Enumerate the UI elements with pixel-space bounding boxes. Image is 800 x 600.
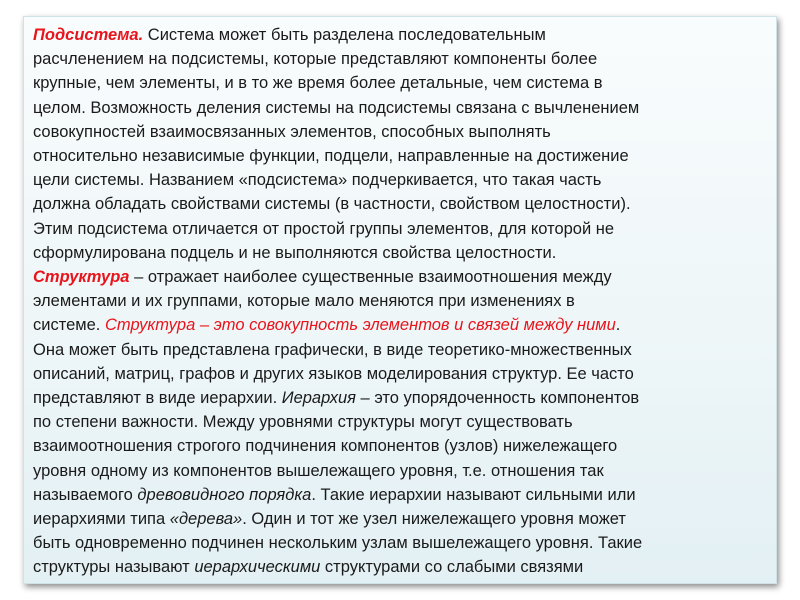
text-line [33,483,768,507]
term-hierarchy: Иерархия [281,389,356,408]
text-line: совокупностей взаимосвязанных элементов, способных выполнять [33,122,551,141]
paragraph-structure [33,265,768,580]
text-span: структурами со слабыми связями [320,558,584,577]
term-subsystem: Подсистема. [33,26,144,44]
text-line: взаимоотношения строгого подчинения компонентов (узлов) нижележащего [33,437,618,456]
text-line: Этим подсистема отличается от простой группы элементов, для которой не [33,219,615,238]
text-box [23,16,777,584]
text-line: относительно независимые функции, подцели, направленные на достижение [33,147,629,166]
definition-term-structure: Структура [104,316,196,335]
text-span: Система может быть разделена последовательным [143,26,546,44]
text-line: быть одновременно подчинен нескольким узлам вышележащего уровня. Такие [33,534,643,553]
text-span: . Один и тот же узел нижележащего уровня может [242,510,626,529]
text-line: элементами и их группами, которые мало меняются при изменениях в [33,292,575,311]
text-line: сформулирована подцель и не выполняются свойства целостности. [33,243,557,262]
text-line [33,555,768,579]
text-line: по степени важности. Между уровнями структуры могут существовать [33,413,573,432]
text-span: – отражает наиболее существенные взаимоотношения между [129,268,612,287]
text-span: системе. [33,316,105,335]
text-line: цели системы. Названием «подсистема» подчеркивается, что такая часть [33,171,602,190]
text-line [33,386,768,410]
term-structure: Структура [33,268,130,287]
text-line: описаний, матриц, графов и других языков моделирования структур. Ее часто [33,364,634,383]
text-line [33,23,768,47]
paragraph-subsystem [33,23,768,265]
text-line: Она может быть представлена графически, в виде теоретико-множественных [33,340,632,359]
text-line [33,313,768,337]
text-line: целом. Возможность деления системы на подсистемы связана с вычленением [33,98,640,117]
text-span: представляют в виде иерархии. [33,389,282,408]
text-span: иерархиями типа [33,510,170,529]
text-span: . [615,316,621,335]
text-line: расчленением на подсистемы, которые представляют компоненты более [33,50,598,69]
text-line [33,265,768,289]
definition-text: это совокупность элементов и связей между ними [213,316,616,335]
term-tree-type: «дерева» [169,510,243,529]
definition-dash: – [195,316,214,335]
text-span: называемого [33,485,138,504]
text-line: крупные, чем элементы, и в то же время более детальные, чем система в [33,74,603,93]
text-span: структуры называют [33,558,195,577]
text-line: должна обладать свойствами системы (в частности, свойством целостности). [33,195,631,214]
term-hierarchical: иерархическими [194,558,321,577]
term-tree-order: древовидного порядка [137,485,312,504]
text-span: . Такие иерархии называют сильными или [311,485,636,504]
text-line: уровня одному из компонентов вышележащего уровня, т.е. отношения так [33,461,604,480]
text-line [33,507,768,531]
text-span: – это упорядоченность компонентов [355,389,640,408]
